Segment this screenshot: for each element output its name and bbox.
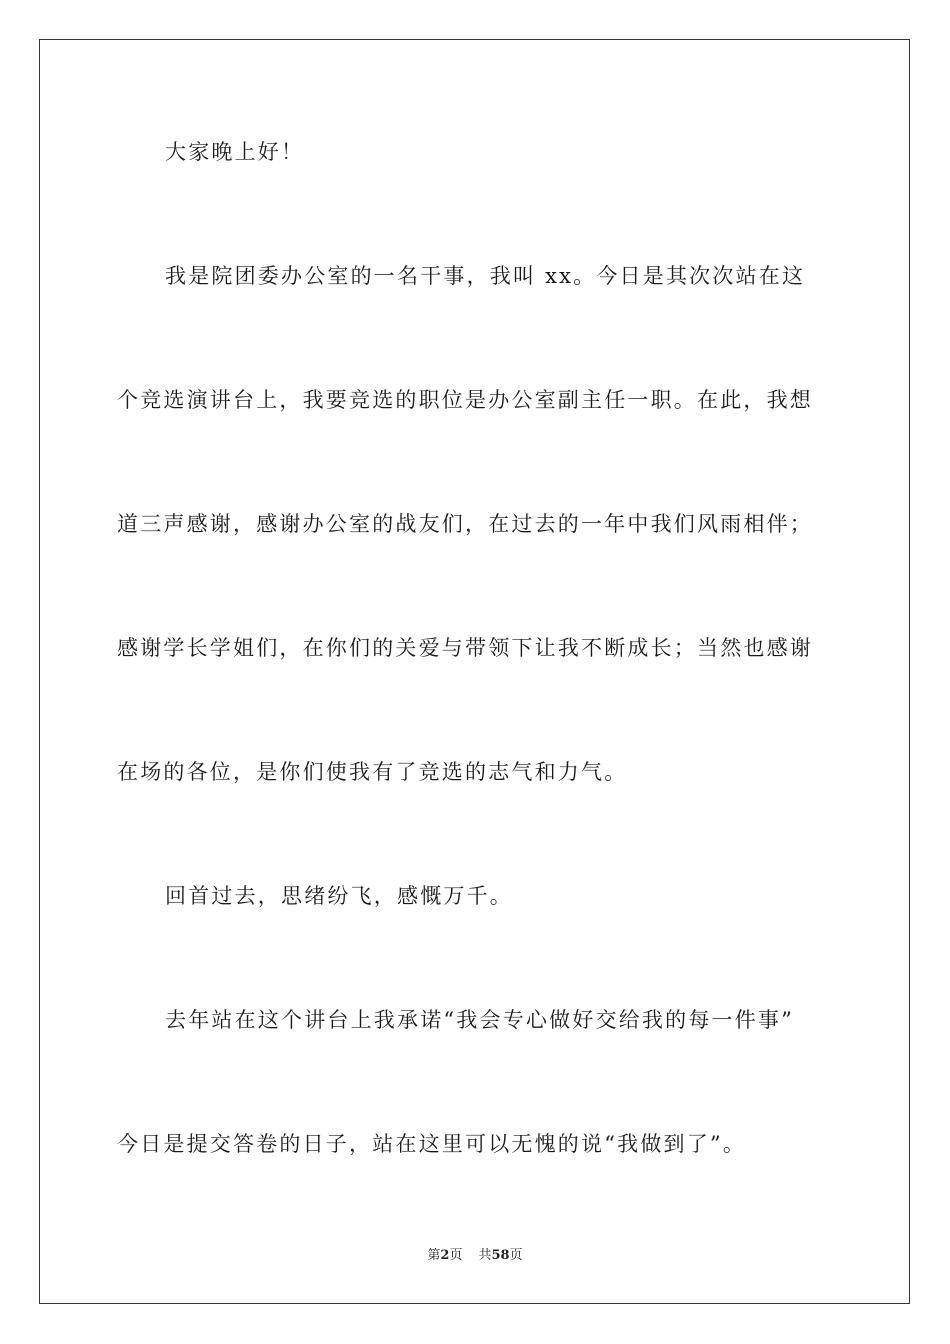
paragraph-line: 今日是提交答卷的日子，站在这里可以无愧的说“我做到了”。 [117,1132,747,1156]
page-border [39,39,910,1304]
page-prefix: 第 [427,1248,441,1263]
paragraph-line: 个竞选演讲台上，我要竞选的职位是办公室副主任一职。在此，我想 [117,388,813,412]
page-footer [0,1247,950,1265]
paragraph-line: 在场的各位，是你们使我有了竞选的志气和力气。 [117,760,628,784]
paragraph-greeting: 大家晚上好！ [165,140,305,164]
paragraph-line: 我是院团委办公室的一名干事，我叫 xx。今日是其次次站在这 [165,264,806,288]
paragraph-line: 感谢学长学姐们，在你们的关爱与带领下让我不断成长；当然也感谢 [117,636,813,660]
paragraph-line: 道三声感谢，感谢办公室的战友们，在过去的一年中我们风雨相伴； [117,512,813,536]
paragraph-line: 去年站在这个讲台上我承诺“我会专心做好交给我的每一件事” [165,1008,795,1032]
total-pages: 58 [491,1248,510,1263]
paragraph-line: 回首过去，思绪纷飞，感慨万千。 [165,884,513,908]
total-suffix: 页 [509,1248,523,1263]
total-prefix: 共 [478,1248,492,1263]
page-number: 2 [440,1248,450,1263]
page-suffix: 页 [449,1248,463,1263]
